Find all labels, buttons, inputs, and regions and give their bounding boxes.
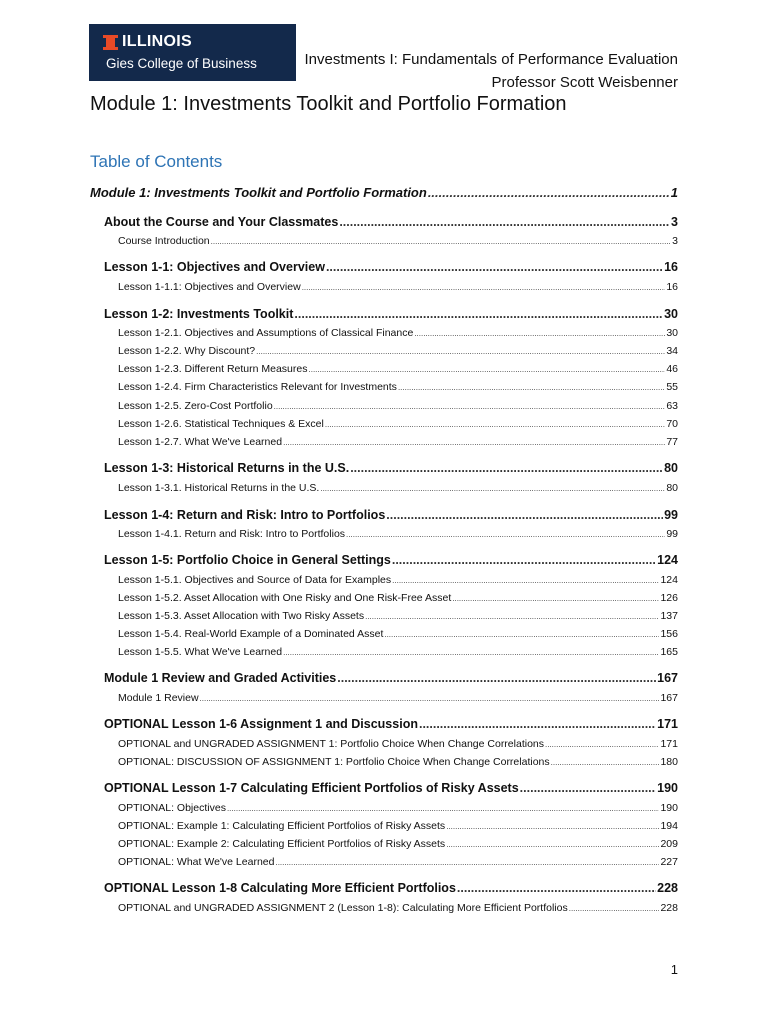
toc-entry-page: 30: [664, 307, 678, 321]
toc-entry-page: 16: [664, 260, 678, 274]
toc-entry-sub[interactable]: [118, 418, 678, 430]
toc-entry-lesson[interactable]: [104, 881, 678, 895]
toc-entry-page: 80: [666, 482, 678, 494]
toc-entry-text: Lesson 1-2.6. Statistical Techniques & Excel: [118, 418, 324, 430]
toc-entry-text: Lesson 1-5.2. Asset Allocation with One Risky and One Risk-Free Asset: [118, 592, 452, 604]
toc-leader: [569, 904, 660, 913]
toc-entry-text: Lesson 1-2.4. Firm Characteristics Relevant for Investments: [118, 381, 397, 393]
toc-entry-text: OPTIONAL Lesson 1-6 Assignment 1 and Discussion: [104, 717, 418, 731]
toc-entry-text: Lesson 1-5.4. Real-World Example of a Dominated Asset: [118, 628, 384, 640]
toc-entry-page: 16: [666, 281, 678, 293]
toc-entry-lesson[interactable]: [104, 781, 678, 795]
toc-entry-page: 99: [664, 508, 678, 522]
toc-leader: [294, 307, 663, 321]
toc-entry-page: 190: [657, 781, 678, 795]
toc-entry-text: Lesson 1-2.1. Objectives and Assumptions of Classical Finance: [118, 327, 414, 339]
toc-leader: [309, 365, 666, 374]
toc-entry-page: 63: [666, 400, 678, 412]
toc-entry-sub[interactable]: [118, 482, 678, 494]
toc-entry-sub[interactable]: [118, 327, 678, 339]
toc-leader: [384, 630, 659, 639]
toc-heading: Table of Contents: [90, 152, 223, 171]
toc-entry-sub[interactable]: [118, 235, 678, 247]
toc-entry-lesson[interactable]: [104, 553, 678, 567]
toc-entry-page: 190: [660, 802, 678, 814]
toc-leader: [545, 740, 659, 749]
toc-leader: [274, 402, 666, 411]
toc-entry-page: 77: [666, 436, 678, 448]
toc-entry-sub[interactable]: [118, 646, 678, 658]
toc-entry-page: 124: [657, 553, 678, 567]
toc-entry-text: OPTIONAL: DISCUSSION OF ASSIGNMENT 1: Portfolio Choice When Change Correlations: [118, 756, 550, 768]
toc-entry-sub[interactable]: [118, 628, 678, 640]
toc-entry-sub[interactable]: [118, 802, 678, 814]
toc-entry-sub[interactable]: [118, 400, 678, 412]
toc-entry-page: 180: [660, 756, 678, 768]
toc-entry-text: Lesson 1-3: Historical Returns in the U.S.: [104, 461, 350, 475]
toc-entry-text: OPTIONAL: Example 2: Calculating Efficient Portfolios of Risky Assets: [118, 838, 446, 850]
toc-entry-page: 34: [666, 345, 678, 357]
toc-entry-page: 171: [660, 738, 678, 750]
toc-entry-text: Module 1 Review and Graded Activities: [104, 671, 337, 685]
toc-entry-page: 194: [660, 820, 678, 832]
toc-leader: [320, 484, 665, 493]
logo-university-name: ILLINOIS: [122, 33, 192, 50]
toc-entry-sub[interactable]: [118, 902, 678, 914]
toc-leader: [398, 383, 665, 392]
toc-entry-sub[interactable]: [118, 820, 678, 832]
toc-entry-page: 165: [660, 646, 678, 658]
toc-leader: [256, 347, 665, 356]
toc-entry-page: 70: [666, 418, 678, 430]
toc-entry-page: 124: [660, 574, 678, 586]
toc-entry-text: OPTIONAL: Example 1: Calculating Efficient Portfolios of Risky Assets: [118, 820, 446, 832]
toc-entry-text: About the Course and Your Classmates: [104, 215, 339, 229]
toc-entry-page: 126: [660, 592, 678, 604]
toc-entry-text: OPTIONAL: What We've Learned: [118, 856, 275, 868]
toc-leader: [275, 858, 659, 867]
toc-entry-page: 171: [657, 717, 678, 731]
toc-entry-page: 30: [666, 327, 678, 339]
toc-entry-page: 167: [660, 692, 678, 704]
toc-entry-lesson[interactable]: [104, 508, 678, 522]
toc-leader: [200, 694, 660, 703]
toc-entry-text: OPTIONAL: Objectives: [118, 802, 226, 814]
toc-entry-sub[interactable]: [118, 363, 678, 375]
toc-entry-sub[interactable]: [118, 381, 678, 393]
block-i-icon: [106, 35, 115, 50]
toc-entry-text: Lesson 1-2.7. What We've Learned: [118, 436, 283, 448]
toc-entry-sub[interactable]: [118, 692, 678, 704]
toc-entry-page: 1: [670, 185, 678, 200]
toc-entry-sub[interactable]: [118, 528, 678, 540]
toc-entry-lesson[interactable]: [104, 671, 678, 685]
toc-leader: [392, 576, 659, 585]
toc-leader: [283, 648, 659, 657]
toc-entry-page: 137: [660, 610, 678, 622]
toc-leader: [346, 530, 665, 539]
toc-leader: [452, 594, 659, 603]
toc-leader: [419, 717, 656, 731]
toc-entry-text: Lesson 1-5.1. Objectives and Source of Data for Examples: [118, 574, 392, 586]
toc-entry-text: Lesson 1-2.5. Zero-Cost Portfolio: [118, 400, 273, 412]
toc-entry-lesson[interactable]: [104, 717, 678, 731]
toc-entry-sub[interactable]: [118, 738, 678, 750]
toc-leader: [325, 420, 665, 429]
toc-leader: [520, 781, 656, 795]
toc-entry-sub[interactable]: [118, 574, 678, 586]
toc-leader: [211, 237, 672, 246]
module-title: Module 1: Investments Toolkit and Portfolio Formation: [90, 93, 567, 115]
toc-leader: [414, 329, 665, 338]
toc-entry-text: Lesson 1-5: Portfolio Choice in General Settings: [104, 553, 391, 567]
toc-entry-text: OPTIONAL Lesson 1-7 Calculating Efficient Portfolios of Risky Assets: [104, 781, 519, 795]
toc-leader: [392, 553, 656, 567]
toc-entry-page: 167: [657, 671, 678, 685]
toc-leader: [386, 508, 663, 522]
toc-leader: [446, 840, 659, 849]
toc-entry-text: Lesson 1-1: Objectives and Overview: [104, 260, 325, 274]
toc-entry-page: 228: [657, 881, 678, 895]
toc-entry-sub[interactable]: [118, 592, 678, 604]
toc-leader: [326, 260, 663, 274]
toc-leader: [302, 283, 666, 292]
toc-leader: [457, 881, 656, 895]
toc-leader: [227, 804, 660, 813]
toc-leader: [428, 185, 670, 200]
toc-entry-text: Course Introduction: [118, 235, 210, 247]
toc-entry-text: Lesson 1-3.1. Historical Returns in the U.S.: [118, 482, 320, 494]
illinois-gies-logo: [89, 24, 296, 81]
toc-entry-sub[interactable]: [118, 838, 678, 850]
logo-college-name: Gies College of Business: [106, 56, 257, 71]
course-title: Investments I: Fundamentals of Performance Evaluation: [304, 51, 678, 68]
toc-entry-sub[interactable]: [118, 345, 678, 357]
toc-entry-page: 156: [660, 628, 678, 640]
toc-entry-text: Lesson 1-5.3. Asset Allocation with Two Risky Assets: [118, 610, 365, 622]
toc-entry-page: 55: [666, 381, 678, 393]
toc-entry-lesson[interactable]: [104, 461, 678, 475]
toc-entry-text: Lesson 1-2: Investments Toolkit: [104, 307, 294, 321]
toc-entry-lesson[interactable]: [104, 307, 678, 321]
toc-entry-text: OPTIONAL and UNGRADED ASSIGNMENT 2 (Lesson 1-8): Calculating More Efficient Portfolios: [118, 902, 568, 914]
toc-leader: [350, 461, 663, 475]
toc-entry-module[interactable]: [90, 185, 678, 200]
toc-entry-text: Module 1: Investments Toolkit and Portfolio Formation: [90, 185, 427, 200]
toc-entry-text: Lesson 1-5.5. What We've Learned: [118, 646, 283, 658]
toc-entry-sub[interactable]: [118, 756, 678, 768]
toc-leader: [283, 438, 665, 447]
toc-entry-sub[interactable]: [118, 610, 678, 622]
toc-entry-page: 99: [666, 528, 678, 540]
toc-entry-lesson[interactable]: [104, 215, 678, 229]
toc-leader: [365, 612, 659, 621]
toc-leader: [551, 758, 660, 767]
toc-entry-sub[interactable]: [118, 856, 678, 868]
toc-entry-page: 227: [660, 856, 678, 868]
toc-entry-text: Lesson 1-2.3. Different Return Measures: [118, 363, 308, 375]
professor-name: Professor Scott Weisbenner: [491, 74, 678, 91]
toc-leader: [446, 822, 659, 831]
toc-entry-text: OPTIONAL Lesson 1-8 Calculating More Efficient Portfolios: [104, 881, 456, 895]
toc-entry-page: 3: [672, 235, 678, 247]
toc-entry-page: 46: [666, 363, 678, 375]
toc-entry-page: 209: [660, 838, 678, 850]
toc-leader: [339, 215, 670, 229]
toc-entry-text: Lesson 1-4.1. Return and Risk: Intro to Portfolios: [118, 528, 346, 540]
toc-entry-page: 228: [660, 902, 678, 914]
toc-entry-text: Module 1 Review: [118, 692, 199, 704]
toc-leader: [337, 671, 656, 685]
toc-entry-text: Lesson 1-2.2. Why Discount?: [118, 345, 256, 357]
toc-entry-page: 80: [664, 461, 678, 475]
toc-entry-text: Lesson 1-1.1: Objectives and Overview: [118, 281, 301, 293]
toc-entry-text: Lesson 1-4: Return and Risk: Intro to Portfolios: [104, 508, 386, 522]
toc-entry-sub[interactable]: [118, 436, 678, 448]
toc-entry-page: 3: [671, 215, 678, 229]
toc-entry-text: OPTIONAL and UNGRADED ASSIGNMENT 1: Portfolio Choice When Change Correlations: [118, 738, 544, 750]
toc-entry-lesson[interactable]: [104, 260, 678, 274]
page-number: 1: [670, 962, 678, 977]
toc-entry-sub[interactable]: [118, 281, 678, 293]
